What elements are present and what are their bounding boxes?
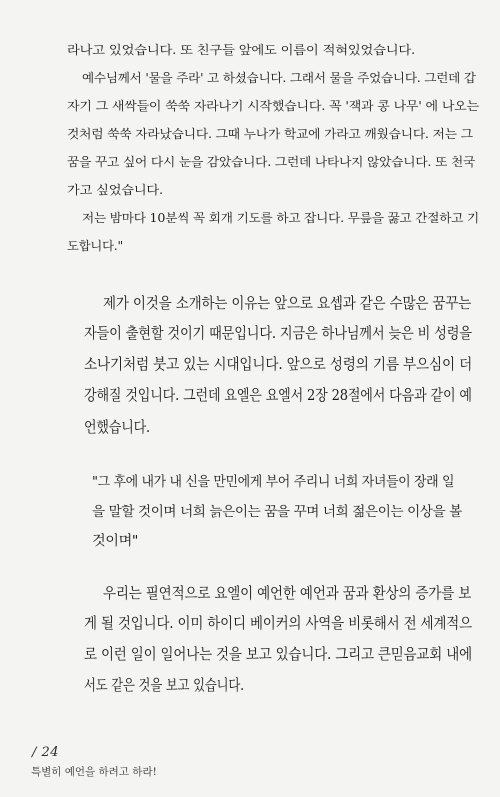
testimony-line: 가고 싶었습니다. [67, 183, 163, 197]
testimony-line: 예수님께서 '물을 주라' 고 하셨습니다. 그래서 물을 주었습니다. 그런데 갑 [82, 71, 476, 85]
page-number: / 24 [32, 745, 60, 760]
body-line: 자들이 출현할 것이기 때문입니다. 지금은 하나님께서 늦은 비 성령을 [84, 324, 472, 342]
body-line: 우리는 필연적으로 요엘이 예언한 예언과 꿈과 환상의 증가를 보 [103, 584, 472, 602]
quote-line: 을 말할 것이며 너희 늙은이는 꿈을 꾸며 너희 젊은이는 이상을 볼 [92, 504, 462, 520]
body-line: 소나기처럼 붓고 있는 시대입니다. 앞으로 성령의 기름 부으심이 더 [84, 355, 473, 373]
body-line: 로 이런 일이 일어나는 것을 보고 있습니다. 그리고 큰믿음교회 내에 [84, 645, 472, 663]
body-line: 게 될 것입니다. 이미 하이디 베이커의 사역을 비롯해서 전 세계적으 [84, 614, 472, 632]
testimony-line: 저는 밤마다 10분씩 꼭 회개 기도를 하고 잡니다. 무릎을 꿇고 간절하고 기 [82, 211, 480, 225]
testimony-line: 것처럼 쑥쑥 자라났습니다. 그때 누나가 학교에 가라고 깨웠습니다. 저는 그 [67, 127, 473, 141]
testimony-line: 도합니다." [67, 239, 123, 253]
testimony-line: 라나고 있었습니다. 또 친구들 앞에도 이름이 적혀있었습니다. [67, 43, 416, 57]
running-title: 특별히 예언을 하려고 하라! [31, 766, 157, 778]
body-line: 언했습니다. [84, 418, 150, 436]
body-line: 서도 같은 것을 보고 있습니다. [84, 676, 244, 694]
testimony-line: 꿈을 꾸고 싶어 다시 눈을 감았습니다. 그런데 나타나지 않았습니다. 또 천국 [67, 155, 476, 169]
quote-line: 것이며" [92, 533, 139, 549]
body-line: 강해질 것입니다. 그런데 요엘은 요엘서 2장 28절에서 다음과 같이 예 [84, 386, 472, 404]
testimony-line: 자기 그 새싹들이 쑥쑥 자라나기 시작했습니다. 꼭 '잭과 콩 나무' 에 나오는 [67, 99, 479, 113]
quote-line: "그 후에 내가 내 신을 만민에게 부어 주리니 너희 자녀들이 장래 일 [92, 474, 455, 490]
body-line: 제가 이것을 소개하는 이유는 앞으로 요셉과 같은 수많은 꿈꾸는 [103, 294, 472, 312]
